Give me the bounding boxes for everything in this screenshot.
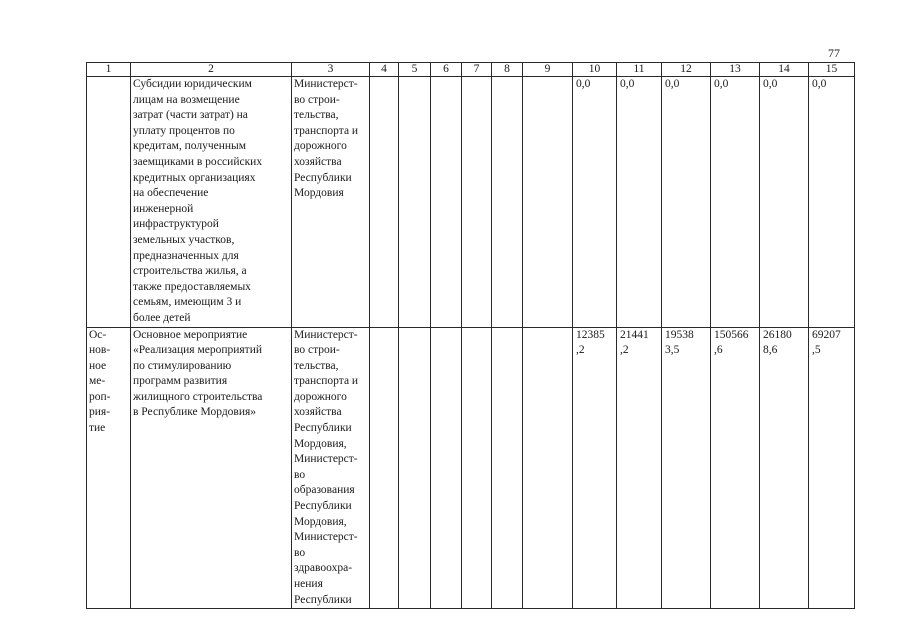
row-type-cell [87,77,131,328]
header-cell: 4 [370,63,399,77]
value-cell [662,77,711,328]
table-header-row [87,63,855,77]
header-cell: 13 [711,63,760,77]
cell-line: Республики [294,171,352,184]
cell-line: Основное мероприятие [133,328,248,341]
cell-line: ,2 [576,344,585,357]
cell-line: по стимулированию [133,359,232,372]
cell-line: тие [89,422,106,435]
header-cell: 3 [292,63,370,77]
cell-line: Мордовия, [294,437,347,450]
cell-line: 12385 [576,328,605,341]
cell-line: Республики [294,593,352,606]
cell-line: 0,0 [714,78,729,90]
empty-cell [523,327,573,609]
cell-line: ,5 [812,344,821,357]
cell-line: ,2 [620,344,629,357]
row-type-cell [87,327,131,609]
cell-line: Ос- [89,328,107,341]
empty-cell [462,327,492,609]
cell-line: ме- [89,375,106,388]
row-responsible-cell [292,77,370,328]
value-cell [711,327,760,609]
cell-line: затрат (части затрат) на [133,109,248,122]
cell-line: транспорта и [294,375,359,388]
header-cell: 1 [87,63,131,77]
cell-line: транспорта и [294,124,359,137]
cell-line: 3,5 [665,344,680,357]
row-description-cell [131,77,292,328]
cell-line: Министерст- [294,453,358,466]
row-description-cell [131,327,292,609]
cell-line: 0,0 [576,78,591,90]
value-cell [662,327,711,609]
cell-line: хозяйства [294,406,342,419]
empty-cell [399,77,431,328]
cell-line: тельства, [294,359,339,372]
header-cell: 7 [462,63,492,77]
empty-cell [370,327,399,609]
header-cell: 15 [809,63,855,77]
cell-line: инфраструктурой [133,218,219,231]
cell-line: Мордовия, [294,515,347,528]
cell-line: 0,0 [763,78,778,90]
cell-line: 8,6 [763,344,778,357]
cell-line: земельных участков, [133,233,235,246]
cell-line: 21441 [620,328,649,341]
cell-line: Республики [294,500,352,513]
cell-line: роп- [89,390,111,403]
header-cell: 8 [492,63,523,77]
cell-line: кредитных организациях [133,171,256,184]
cell-line: нения [294,578,323,590]
cell-line: во [294,546,306,559]
cell-line: ное [89,359,107,372]
cell-line: программ развития [133,375,228,388]
cell-line: во [294,468,306,481]
cell-line: дорожного [294,390,347,403]
header-cell: 9 [523,63,573,77]
header-cell: 6 [431,63,462,77]
cell-line: 0,0 [620,78,635,90]
cell-line: тельства, [294,109,339,122]
cell-line: во строи- [294,344,340,357]
cell-line: Субсидии юридическим [133,78,252,90]
cell-line: во строи- [294,93,340,106]
value-cell [617,327,662,609]
value-cell [809,77,855,328]
cell-line: здравоохра- [294,562,353,575]
value-cell [760,77,809,328]
empty-cell [370,77,399,328]
value-cell [711,77,760,328]
cell-line: нов- [89,344,111,357]
empty-cell [431,77,462,328]
row-responsible-cell [292,327,370,609]
cell-line: заемщиками в российских [133,155,263,168]
cell-line: «Реализация мероприятий [133,344,263,357]
cell-line: строительства жилья, а [133,265,247,278]
cell-line: семьям, имеющим 3 и [133,296,242,309]
cell-line: кредитам, полученным [133,140,247,153]
cell-line: Мордовия [294,187,344,200]
empty-cell [523,77,573,328]
budget-table [86,62,855,609]
table-row [87,77,855,328]
cell-line: на обеспечение [133,187,209,200]
cell-line: рия- [89,406,111,419]
cell-line: дорожного [294,140,347,153]
cell-line: уплату процентов по [133,124,235,137]
empty-cell [492,327,523,609]
cell-line: 0,0 [812,78,827,90]
cell-line: 69207 [812,328,841,341]
cell-line: жилищного строительства [133,390,263,403]
value-cell [809,327,855,609]
header-cell: 14 [760,63,809,77]
cell-line: в Республике Мордовия» [133,406,257,419]
header-cell: 11 [617,63,662,77]
cell-line: 26180 [763,328,792,341]
empty-cell [399,327,431,609]
cell-line: более детей [133,311,191,324]
cell-line: Министерст- [294,78,358,90]
cell-line: ,6 [714,344,723,357]
value-cell [573,77,617,328]
cell-line: 0,0 [665,78,680,90]
header-cell: 12 [662,63,711,77]
cell-line: инженерной [133,202,194,215]
cell-line: лицам на возмещение [133,93,240,106]
value-cell [760,327,809,609]
value-cell [617,77,662,328]
page-number: 77 [828,46,840,60]
cell-line: Министерст- [294,328,358,341]
header-cell: 2 [131,63,292,77]
header-cell: 5 [399,63,431,77]
empty-cell [431,327,462,609]
cell-line: 19538 [665,328,694,341]
cell-line: предназначенных для [133,249,239,262]
cell-line: хозяйства [294,155,342,168]
cell-line: образования [294,484,355,497]
cell-line: Республики [294,422,352,435]
table-row [87,327,855,609]
empty-cell [462,77,492,328]
cell-line: также предоставляемых [133,280,251,293]
cell-line: Министерст- [294,531,358,544]
value-cell [573,327,617,609]
cell-line: 150566 [714,328,749,341]
empty-cell [492,77,523,328]
header-cell: 10 [573,63,617,77]
